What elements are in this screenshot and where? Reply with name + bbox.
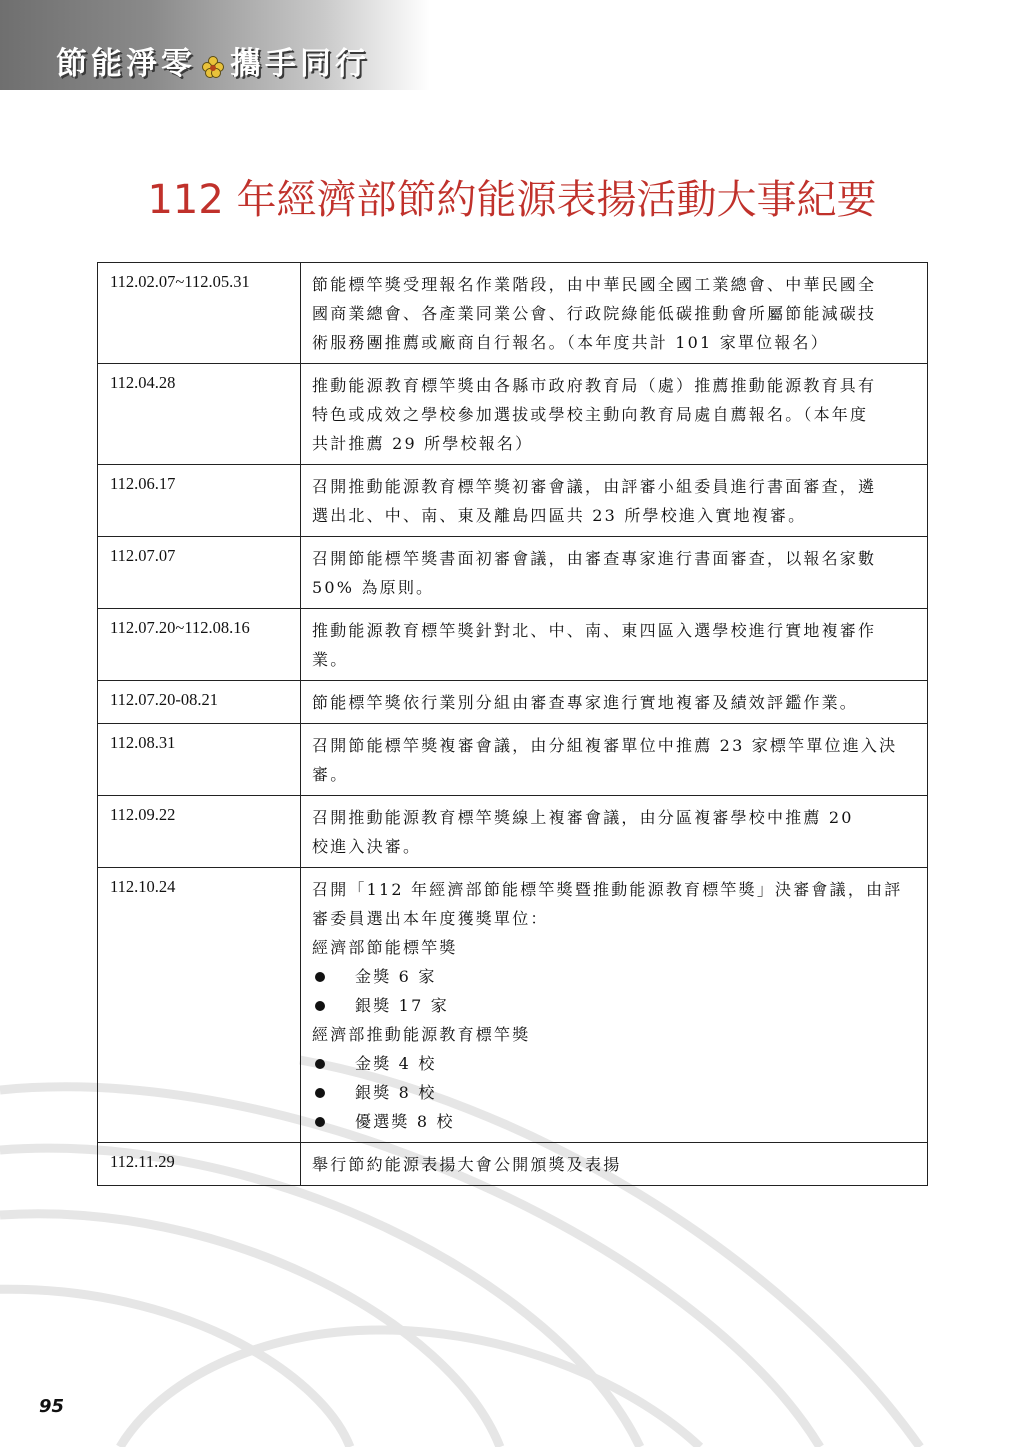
- description-line: 特色或成效之學校參加選拔或學校主動向教育局處自薦報名。（本年度: [312, 405, 869, 424]
- table-row: [98, 263, 928, 364]
- description-line: 召開「112 年經濟部節能標竿獎暨推動能源教育標竿獎」決審會議，由評: [312, 880, 903, 899]
- event-description: [301, 263, 928, 364]
- event-description: [301, 796, 928, 868]
- event-date: 112.10.24: [98, 868, 301, 1143]
- table-row: [98, 609, 928, 681]
- page-number: 95: [39, 1396, 65, 1417]
- award-list: [312, 1049, 917, 1136]
- description-line: 校進入決審。: [312, 837, 422, 856]
- event-description: [301, 724, 928, 796]
- description-line: 召開節能標竿獎複審會議，由分組複審單位中推薦 23 家標竿單位進入決: [312, 736, 898, 755]
- event-date: 112.06.17: [98, 465, 301, 537]
- event-date: 112.07.20~112.08.16: [98, 609, 301, 681]
- description-line: 50% 為原則。: [312, 578, 435, 597]
- description-line: 審。: [312, 765, 349, 784]
- description-line: 共計推薦 29 所學校報名）: [312, 434, 534, 453]
- award-item: 優選獎 8 校: [355, 1112, 455, 1131]
- award-group-title: 經濟部節能標竿獎: [312, 938, 458, 957]
- table-row: [98, 465, 928, 537]
- description-line: 節能標竿獎受理報名作業階段，由中華民國全國工業總會、中華民國全: [312, 275, 877, 294]
- award-group-title: 經濟部推動能源教育標竿獎: [312, 1025, 531, 1044]
- event-date: 112.02.07~112.05.31: [98, 263, 301, 364]
- flower-icon: [202, 50, 224, 72]
- description-line: 審委員選出本年度獲獎單位：: [312, 909, 549, 928]
- event-description: [301, 364, 928, 465]
- list-item: [312, 1049, 917, 1078]
- page-title: 112 年經濟部節約能源表揚活動大事紀要: [147, 177, 877, 223]
- list-item: [312, 962, 917, 991]
- description-line: 召開推動能源教育標竿獎線上複審會議，由分區複審學校中推薦 20: [312, 808, 854, 827]
- event-description: [301, 1143, 928, 1186]
- event-description: [301, 868, 928, 1143]
- brand-left: 節能淨零: [56, 46, 196, 82]
- bullet-icon: [315, 1088, 325, 1098]
- event-description: [301, 465, 928, 537]
- bullet-icon: [315, 1117, 325, 1127]
- table-row: [98, 681, 928, 724]
- bullet-icon: [315, 1001, 325, 1011]
- list-item: [312, 1107, 917, 1136]
- event-date: 112.04.28: [98, 364, 301, 465]
- events-table: [97, 262, 928, 1186]
- table-row: [98, 537, 928, 609]
- bullet-icon: [315, 972, 325, 982]
- award-item: 金獎 4 校: [355, 1054, 437, 1073]
- table-row: [98, 1143, 928, 1186]
- event-date: 112.07.20-08.21: [98, 681, 301, 724]
- event-description: [301, 609, 928, 681]
- description-line: 召開節能標竿獎書面初審會議，由審查專家進行書面審查，以報名家數: [312, 549, 877, 568]
- bullet-icon: [315, 1059, 325, 1069]
- description-line: 召開推動能源教育標竿獎初審會議，由評審小組委員進行書面審查，遴: [312, 477, 877, 496]
- brand-right: 攜手同行: [230, 46, 370, 82]
- description-line: 術服務團推薦或廠商自行報名。（本年度共計 101 家單位報名）: [312, 333, 829, 352]
- award-list: [312, 962, 917, 1020]
- description-line: 舉行節約能源表揚大會公開頒獎及表揚: [312, 1155, 622, 1174]
- event-date: 112.08.31: [98, 724, 301, 796]
- description-line: 業。: [312, 650, 349, 669]
- event-description: [301, 537, 928, 609]
- description-line: 國商業總會、各產業同業公會、行政院綠能低碳推動會所屬節能減碳技: [312, 304, 877, 323]
- award-item: 銀獎 17 家: [355, 996, 449, 1015]
- event-date: 112.11.29: [98, 1143, 301, 1186]
- description-line: 選出北、中、南、東及離島四區共 23 所學校進入實地複審。: [312, 506, 807, 525]
- event-date: 112.09.22: [98, 796, 301, 868]
- award-item: 金獎 6 家: [355, 967, 437, 986]
- description-line: 節能標竿獎依行業別分組由審查專家進行實地複審及績效評鑑作業。: [312, 693, 859, 712]
- description-line: 推動能源教育標竿獎針對北、中、南、東四區入選學校進行實地複審作: [312, 621, 877, 640]
- table-row: [98, 796, 928, 868]
- description-line: 推動能源教育標竿獎由各縣市政府教育局（處）推薦推動能源教育具有: [312, 376, 877, 395]
- table-row: [98, 724, 928, 796]
- table-row: [98, 868, 928, 1143]
- header-brand: [56, 38, 370, 83]
- event-date: 112.07.07: [98, 537, 301, 609]
- award-item: 銀獎 8 校: [355, 1083, 437, 1102]
- event-description: [301, 681, 928, 724]
- list-item: [312, 991, 917, 1020]
- table-row: [98, 364, 928, 465]
- list-item: [312, 1078, 917, 1107]
